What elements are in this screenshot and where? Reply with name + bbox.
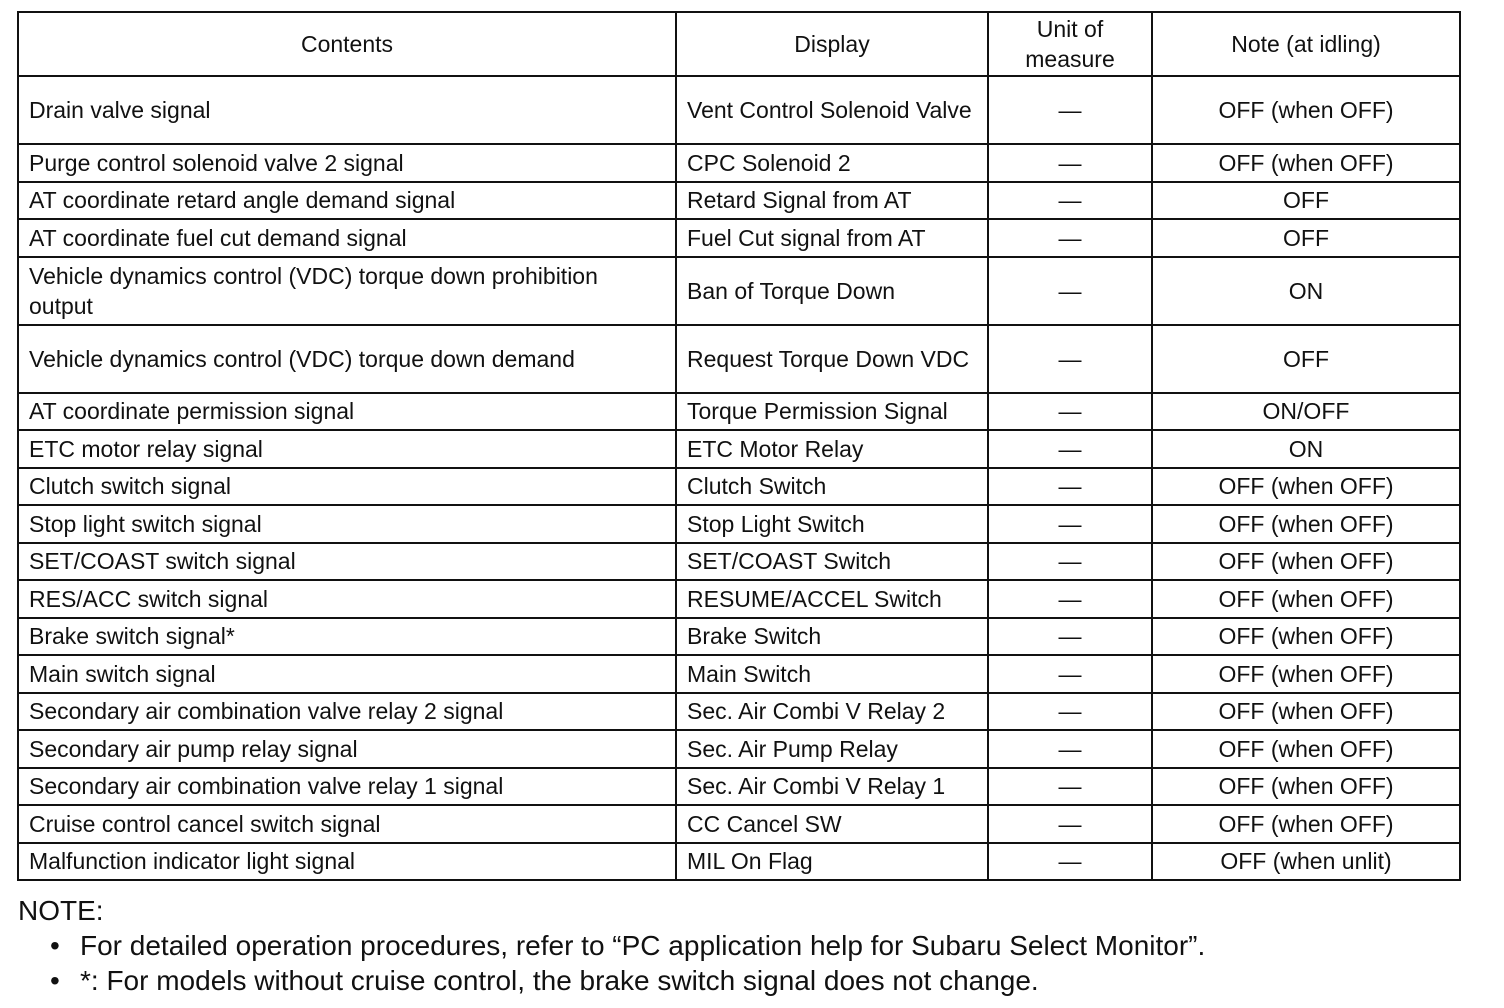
cell-note: OFF (when OFF) [1152,144,1460,182]
cell-contents: RES/ACC switch signal [18,580,676,618]
data-table-wrapper [17,11,1459,881]
cell-note: OFF [1152,219,1460,257]
table-row [18,618,1460,656]
cell-contents: Vehicle dynamics control (VDC) torque down demand [18,325,676,393]
cell-display: CPC Solenoid 2 [676,144,988,182]
table-row [18,805,1460,843]
header-unit-line1: Unit of [1036,16,1104,42]
cell-contents: Drain valve signal [18,76,676,144]
cell-contents: AT coordinate fuel cut demand signal [18,219,676,257]
note-text: For detailed operation procedures, refer to “PC application help for Subaru Select Monitor”. [80,930,1206,961]
cell-note: OFF [1152,182,1460,220]
cell-contents: Vehicle dynamics control (VDC) torque down prohibition output [18,257,676,325]
header-display: Display [676,12,988,76]
cell-display: RESUME/ACCEL Switch [676,580,988,618]
cell-contents: Cruise control cancel switch signal [18,805,676,843]
cell-unit: — [988,693,1152,731]
cell-note: ON [1152,257,1460,325]
cell-note: OFF (when OFF) [1152,468,1460,506]
cell-unit: — [988,618,1152,656]
cell-contents: Secondary air pump relay signal [18,730,676,768]
notes-section [18,893,1478,998]
table-row [18,182,1460,220]
cell-unit: — [988,505,1152,543]
cell-unit: — [988,805,1152,843]
cell-display: CC Cancel SW [676,805,988,843]
cell-contents: Malfunction indicator light signal [18,843,676,881]
cell-contents: ETC motor relay signal [18,430,676,468]
cell-display: Brake Switch [676,618,988,656]
cell-display: Clutch Switch [676,468,988,506]
cell-note: OFF (when OFF) [1152,505,1460,543]
table-row [18,393,1460,431]
table-row [18,325,1460,393]
table-row [18,693,1460,731]
bullet-icon: • [50,930,60,961]
table-row [18,76,1460,144]
header-unit-line2: measure [1025,46,1115,72]
cell-note: OFF (when OFF) [1152,655,1460,693]
header-contents: Contents [18,12,676,76]
cell-note: OFF (when OFF) [1152,543,1460,581]
table-row [18,468,1460,506]
cell-note: OFF (when OFF) [1152,805,1460,843]
cell-display: Request Torque Down VDC [676,325,988,393]
table-row [18,768,1460,806]
cell-note: OFF (when OFF) [1152,730,1460,768]
cell-display: Ban of Torque Down [676,257,988,325]
cell-display: Torque Permission Signal [676,393,988,431]
cell-note: OFF (when OFF) [1152,693,1460,731]
cell-unit: — [988,76,1152,144]
cell-unit: — [988,730,1152,768]
cell-unit: — [988,393,1152,431]
cell-display: Sec. Air Combi V Relay 1 [676,768,988,806]
cell-contents: AT coordinate permission signal [18,393,676,431]
cell-display: ETC Motor Relay [676,430,988,468]
note-text: *: For models without cruise control, the brake switch signal does not change. [80,965,1039,996]
table-row [18,505,1460,543]
header-note: Note (at idling) [1152,12,1460,76]
header-row [18,12,1460,76]
cell-contents: Secondary air combination valve relay 2 signal [18,693,676,731]
table-row [18,219,1460,257]
cell-unit: — [988,468,1152,506]
cell-contents: Clutch switch signal [18,468,676,506]
table-row [18,730,1460,768]
cell-contents: Main switch signal [18,655,676,693]
table-body [18,76,1460,880]
cell-unit: — [988,325,1152,393]
table-row [18,543,1460,581]
cell-display: Retard Signal from AT [676,182,988,220]
cell-contents: Brake switch signal* [18,618,676,656]
cell-display: Fuel Cut signal from AT [676,219,988,257]
header-unit [988,12,1152,76]
cell-note: OFF (when OFF) [1152,76,1460,144]
cell-contents: Secondary air combination valve relay 1 signal [18,768,676,806]
table-row [18,144,1460,182]
cell-unit: — [988,144,1152,182]
cell-note: ON [1152,430,1460,468]
bullet-icon: • [50,965,60,996]
cell-note: ON/OFF [1152,393,1460,431]
table-row [18,580,1460,618]
note-item [18,963,1478,998]
cell-display: SET/COAST Switch [676,543,988,581]
notes-list [18,928,1478,998]
cell-unit: — [988,430,1152,468]
note-item [18,928,1478,963]
cell-unit: — [988,257,1152,325]
cell-unit: — [988,580,1152,618]
cell-note: OFF (when OFF) [1152,768,1460,806]
table-row [18,655,1460,693]
monitor-data-table [17,11,1461,881]
cell-display: MIL On Flag [676,843,988,881]
table-header [18,12,1460,76]
cell-note: OFF (when OFF) [1152,580,1460,618]
cell-display: Stop Light Switch [676,505,988,543]
cell-note: OFF (when OFF) [1152,618,1460,656]
cell-unit: — [988,768,1152,806]
cell-display: Vent Control Solenoid Valve [676,76,988,144]
notes-heading: NOTE: [18,895,104,926]
cell-unit: — [988,655,1152,693]
cell-note: OFF [1152,325,1460,393]
cell-display: Sec. Air Combi V Relay 2 [676,693,988,731]
cell-unit: — [988,543,1152,581]
cell-note: OFF (when unlit) [1152,843,1460,881]
cell-contents: SET/COAST switch signal [18,543,676,581]
table-row [18,843,1460,881]
cell-display: Sec. Air Pump Relay [676,730,988,768]
table-row [18,257,1460,325]
table-row [18,430,1460,468]
cell-unit: — [988,843,1152,881]
cell-contents: AT coordinate retard angle demand signal [18,182,676,220]
cell-unit: — [988,182,1152,220]
cell-contents: Stop light switch signal [18,505,676,543]
cell-contents: Purge control solenoid valve 2 signal [18,144,676,182]
cell-display: Main Switch [676,655,988,693]
cell-unit: — [988,219,1152,257]
